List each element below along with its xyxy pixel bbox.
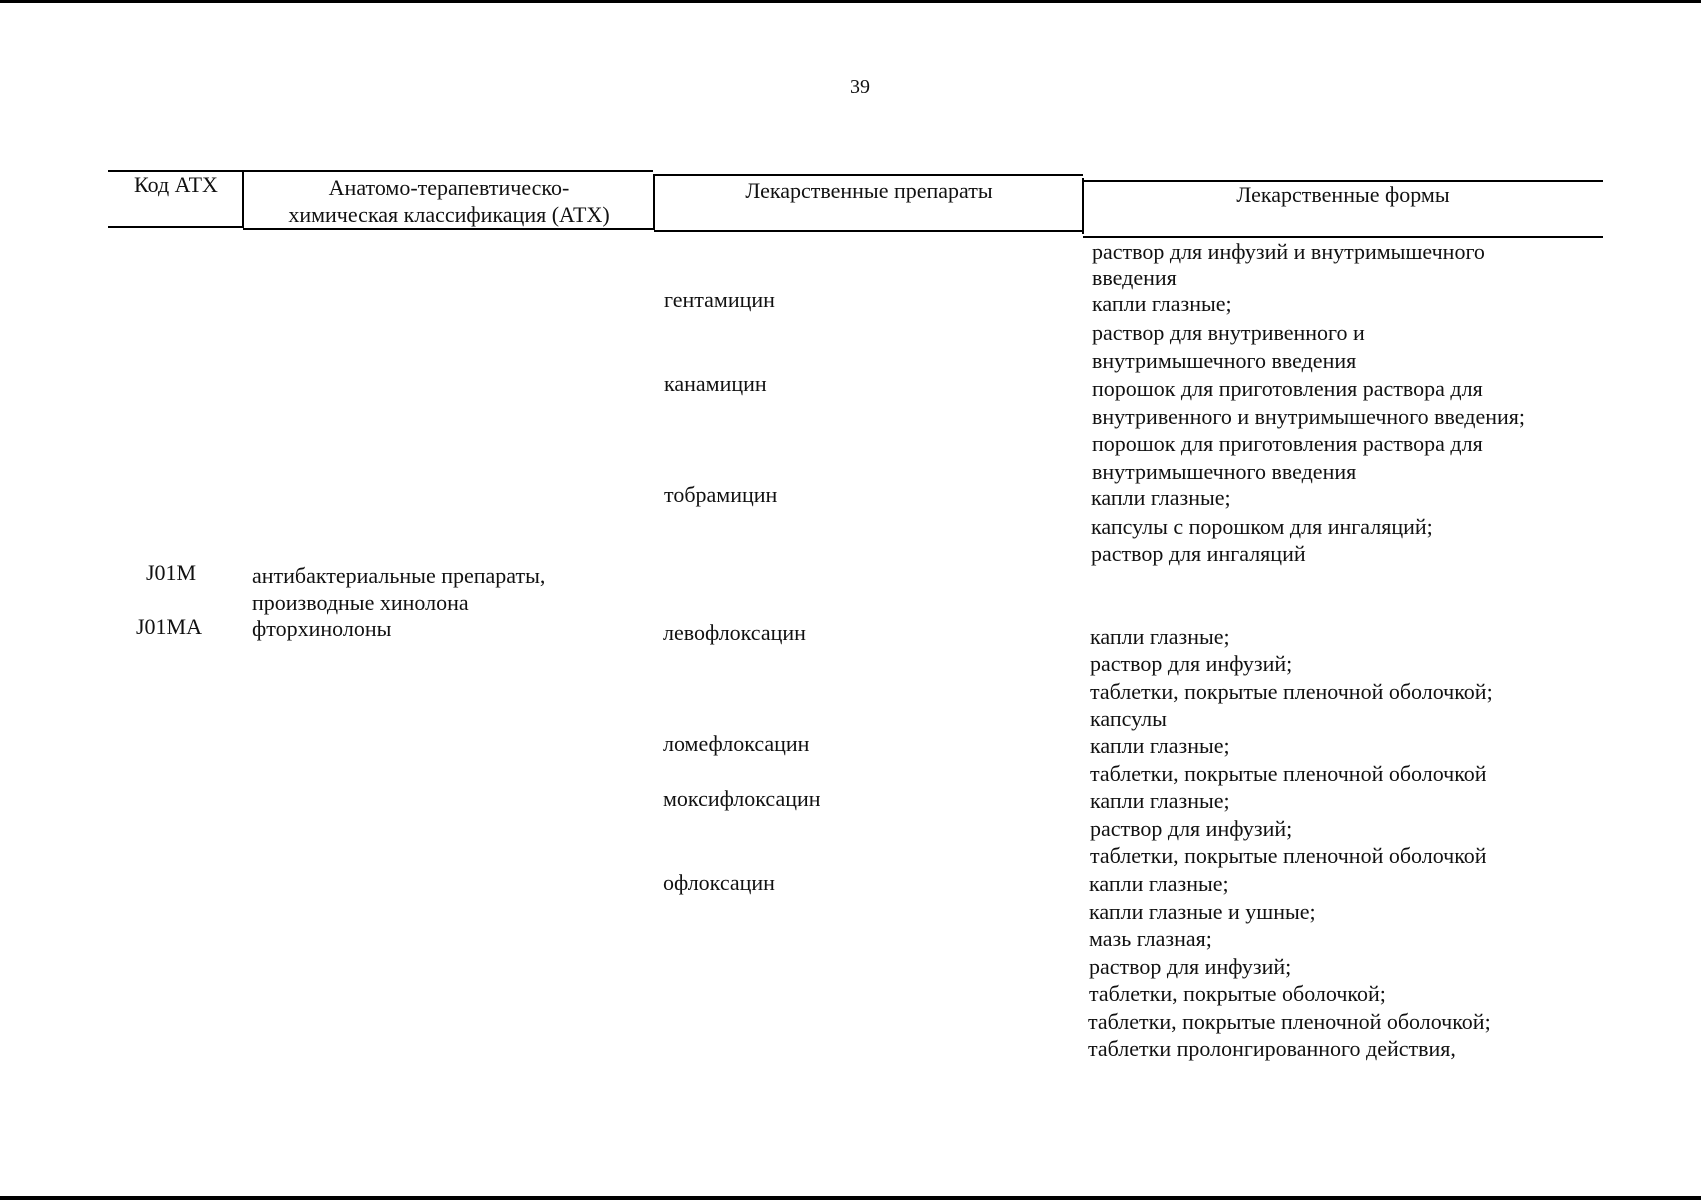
form-line: раствор для ингаляций: [1091, 541, 1306, 566]
header-top-rule-left: [108, 170, 653, 172]
form-line: раствор для внутривенного и: [1092, 320, 1365, 345]
header-bottom-rule-4: [1083, 236, 1603, 238]
drug-ofloxacin: офлоксацин: [663, 870, 775, 895]
header-divider-3: [1082, 178, 1084, 234]
page-number: 39: [850, 76, 870, 98]
header-drugs: Лекарственные препараты: [745, 178, 993, 203]
form-line: внутривенного и внутримышечного введения;: [1092, 404, 1525, 429]
header-bottom-rule-2: [243, 228, 654, 230]
header-classification-line2: химическая классификация (АТХ): [288, 202, 610, 227]
header-bottom-rule-3: [654, 230, 1083, 232]
form-line: порошок для приготовления раствора для: [1092, 376, 1483, 401]
header-divider-2: [653, 174, 655, 230]
form-line: капсулы с порошком для ингаляций;: [1091, 514, 1433, 539]
form-line: капли глазные;: [1089, 871, 1229, 896]
form-line: таблетки, покрытые пленочной оболочкой: [1090, 761, 1487, 786]
form-line: раствор для инфузий;: [1089, 954, 1292, 979]
form-line: введения: [1092, 265, 1177, 290]
form-line: внутримышечного введения: [1092, 348, 1357, 373]
header-classification-line1: Анатомо-терапевтическо-: [328, 175, 570, 200]
form-line: порошок для приготовления раствора для: [1092, 431, 1483, 456]
form-line: раствор для инфузий;: [1090, 816, 1293, 841]
form-line: таблетки, покрытые пленочной оболочкой: [1090, 843, 1487, 868]
form-line: таблетки, покрытые оболочкой;: [1089, 981, 1386, 1006]
form-line: капли глазные;: [1090, 733, 1230, 758]
form-line: капсулы: [1090, 706, 1167, 731]
header-code: Код АТХ: [134, 172, 218, 197]
classification-j01m-line2: производные хинолона: [252, 590, 469, 615]
header-forms: Лекарственные формы: [1236, 182, 1450, 207]
drug-moxifloxacin: моксифлоксацин: [663, 786, 821, 811]
code-j01ma: J01MA: [136, 614, 203, 639]
classification-j01ma: фторхинолоны: [252, 616, 392, 641]
scan-edge-bottom: [0, 1196, 1701, 1200]
scan-edge-top: [0, 0, 1701, 3]
classification-j01m-line1: антибактериальные препараты,: [252, 563, 546, 588]
header-top-rule-mid: [653, 174, 1083, 176]
header-top-rule-right: [1083, 180, 1603, 182]
form-line: раствор для инфузий;: [1090, 651, 1293, 676]
form-line: таблетки, покрытые пленочной оболочкой;: [1088, 1009, 1491, 1034]
drug-gentamicin: гентамицин: [664, 287, 775, 312]
form-line: таблетки пролонгированного действия,: [1088, 1036, 1456, 1061]
header-divider-1: [242, 170, 244, 228]
form-line: капли глазные;: [1090, 788, 1230, 813]
drug-tobramycin: тобрамицин: [664, 482, 778, 507]
form-line: раствор для инфузий и внутримышечного: [1092, 239, 1485, 264]
drug-levofloxacin: левофлоксацин: [663, 620, 806, 645]
drug-kanamycin: канамицин: [664, 371, 767, 396]
header-bottom-rule-1: [108, 226, 243, 228]
form-line: капли глазные;: [1092, 291, 1232, 316]
code-j01m: J01M: [146, 560, 197, 585]
form-line: капли глазные и ушные;: [1089, 899, 1316, 924]
form-line: капли глазные;: [1091, 485, 1231, 510]
form-line: капли глазные;: [1090, 624, 1230, 649]
drug-lomefloxacin: ломефлоксацин: [663, 731, 810, 756]
form-line: мазь глазная;: [1089, 926, 1212, 951]
form-line: внутримышечного введения: [1092, 459, 1357, 484]
form-line: таблетки, покрытые пленочной оболочкой;: [1090, 679, 1493, 704]
